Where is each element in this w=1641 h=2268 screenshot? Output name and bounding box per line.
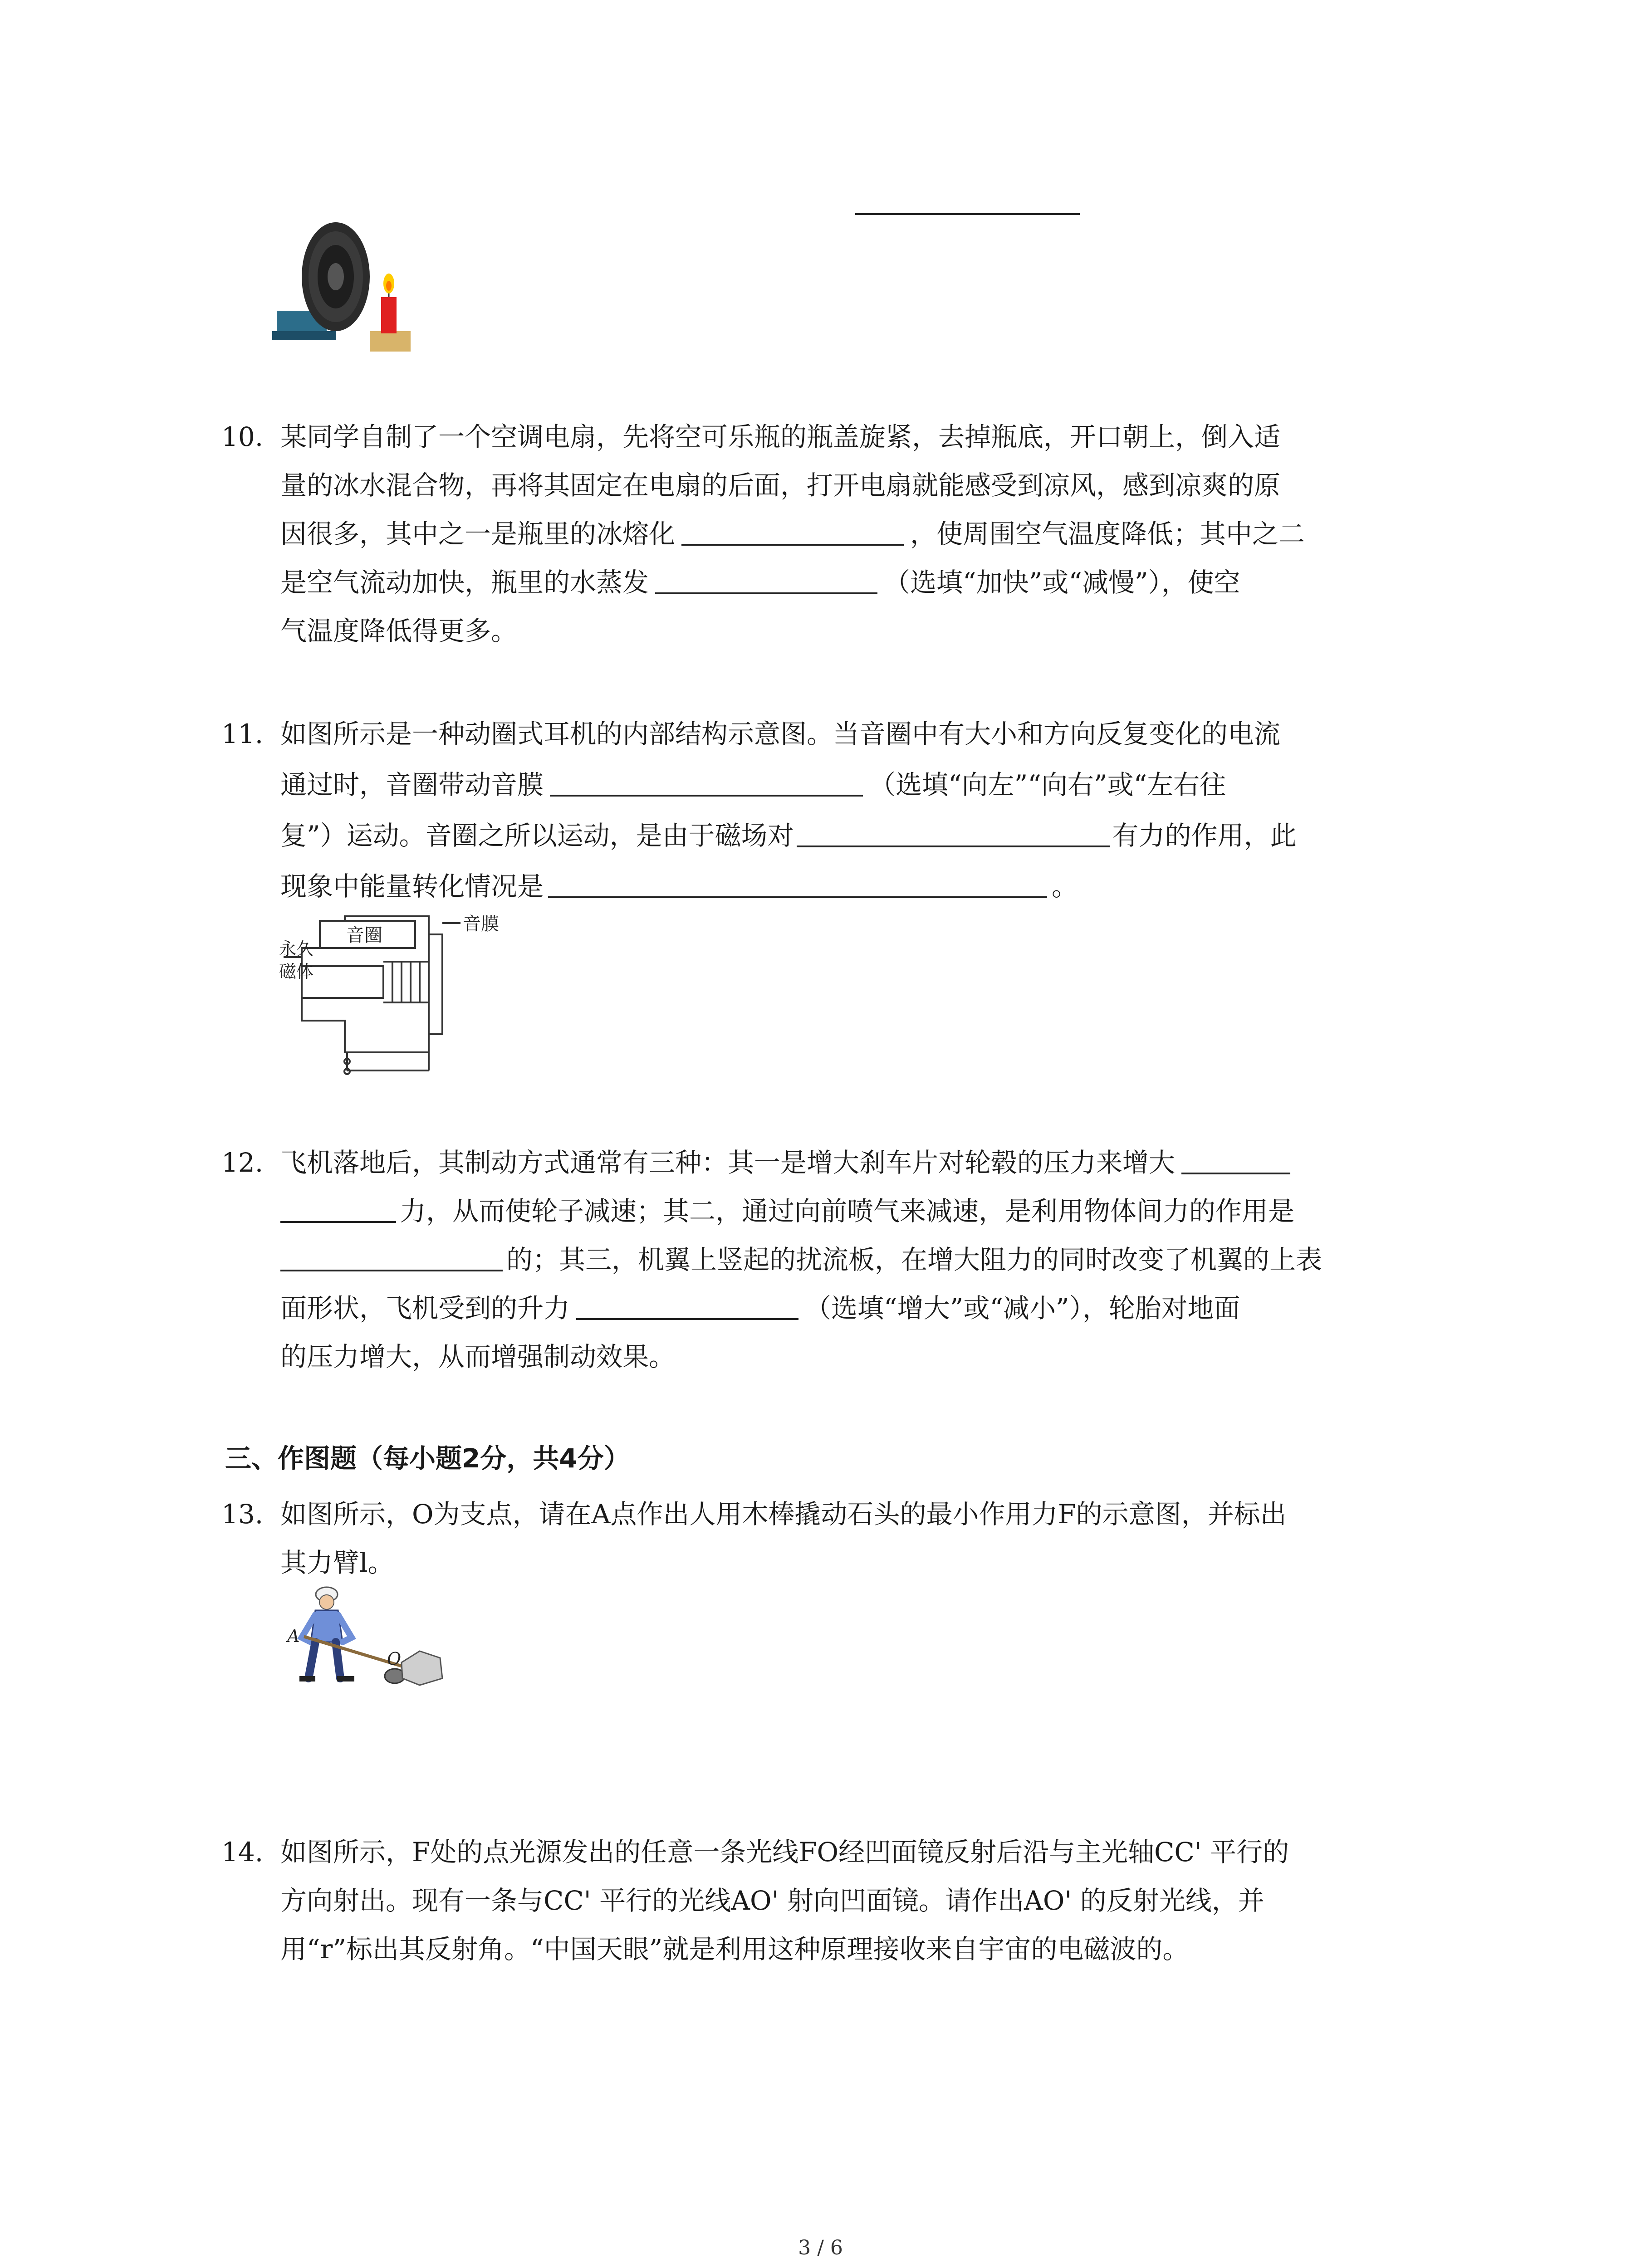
label-magnet-2: 磁体	[279, 962, 314, 982]
headphone-structure-figure	[279, 907, 515, 1080]
answer-blank[interactable]	[280, 1194, 396, 1223]
answer-blank[interactable]	[655, 565, 877, 594]
q12-line-4b: （选填“增大”或“减小”），轮胎对地面	[805, 1293, 1240, 1324]
answer-blank[interactable]	[548, 869, 1047, 898]
question-number: 13.	[221, 1499, 264, 1530]
answer-blank[interactable]	[280, 1242, 503, 1271]
label-coil: 音圈	[346, 925, 382, 946]
page-number: 3 / 6	[798, 2236, 843, 2259]
q10-line-2: 量的冰水混合物，再将其固定在电扇的后面，打开电扇就能感受到凉风，感到凉爽的原	[280, 470, 1281, 501]
q10-line-5: 气温度降低得更多。	[280, 616, 518, 646]
label-a: A	[287, 1626, 300, 1646]
q14-line-3: 用“r”标出其反射角。“中国天眼”就是利用这种原理接收来自宇宙的电磁波的。	[280, 1934, 1189, 1965]
speaker-icon	[272, 222, 370, 340]
q11-line-4a: 现象中能量转化情况是	[280, 871, 544, 902]
q10-line-4b: （选填“加快”或“减慢”），使空	[884, 567, 1240, 598]
q11-line-2a: 通过时，音圈带动音膜	[280, 769, 544, 800]
answer-blank[interactable]	[550, 767, 863, 797]
question-number: 12.	[221, 1147, 264, 1178]
q11-line-2b: （选填“向左”“向右”或“左右往	[869, 769, 1226, 800]
question-number: 10.	[221, 421, 264, 452]
q14-line-1: 如图所示，F处的点光源发出的任意一条光线FO经凹面镜反射后沿与主光轴CC' 平行的	[280, 1837, 1289, 1867]
q10-line-3a: 因很多，其中之一是瓶里的冰熔化	[280, 518, 676, 549]
q10-line-4a: 是空气流动加快，瓶里的水蒸发	[280, 567, 649, 598]
answer-blank-top	[855, 213, 1080, 215]
answer-blank[interactable]	[797, 818, 1110, 847]
q12-line-4a: 面形状，飞机受到的升力	[280, 1293, 570, 1324]
question-number: 14.	[221, 1837, 264, 1867]
q14-line-2: 方向射出。现有一条与CC' 平行的光线AO' 射向凹面镜。请作出AO' 的反射光线，并	[280, 1885, 1264, 1916]
question-10	[221, 413, 1459, 658]
q12-line-1: 飞机落地后，其制动方式通常有三种：其一是增大刹车片对轮毂的压力来增大	[280, 1147, 1176, 1178]
question-12	[221, 1139, 1459, 1388]
section-heading: 三、作图题（每小题2分，共4分）	[225, 1443, 630, 1474]
question-number: 11.	[221, 719, 264, 749]
lever-worker-figure	[284, 1583, 451, 1696]
q12-line-2b: 力，从而使轮子减速；其二，通过向前喷气来减速，是利用物体间力的作用是	[400, 1196, 1295, 1227]
question-11	[221, 710, 1459, 909]
q10-line-1: 某同学自制了一个空调电扇，先将空可乐瓶的瓶盖旋紧，去掉瓶底，开口朝上，倒入适	[280, 421, 1281, 452]
question-13	[221, 1490, 1459, 1590]
q11-line-3b: 有力的作用，此	[1112, 820, 1297, 851]
speaker-candle-figure	[268, 218, 422, 363]
q13-line-1: 如图所示，O为支点，请在A点作出人用木棒撬动石头的最小作用力F的示意图，并标出	[280, 1499, 1287, 1530]
q11-line-1: 如图所示是一种动圈式耳机的内部结构示意图。当音圈中有大小和方向反复变化的电流	[280, 719, 1281, 749]
q11-line-4b: 。	[1052, 871, 1078, 902]
label-magnet-1: 永久	[279, 939, 314, 959]
q10-line-3b: ，使周围空气温度降低；其中之二	[910, 518, 1305, 549]
q12-line-5: 的压力增大，从而增强制动效果。	[280, 1341, 676, 1372]
q11-line-3a: 复”）运动。音圈之所以运动，是由于磁场对	[280, 820, 794, 851]
q12-line-3b: 的；其三，机翼上竖起的扰流板，在增大阻力的同时改变了机翼的上表	[506, 1244, 1323, 1275]
answer-blank[interactable]	[1181, 1145, 1290, 1174]
q13-line-2: 其力臂l。	[280, 1547, 394, 1578]
candle-icon	[370, 274, 411, 352]
label-o: O	[387, 1649, 402, 1669]
answer-blank[interactable]	[576, 1291, 798, 1320]
label-diaphragm: 音膜	[463, 914, 499, 934]
question-14	[221, 1828, 1459, 1978]
answer-blank[interactable]	[681, 517, 904, 546]
